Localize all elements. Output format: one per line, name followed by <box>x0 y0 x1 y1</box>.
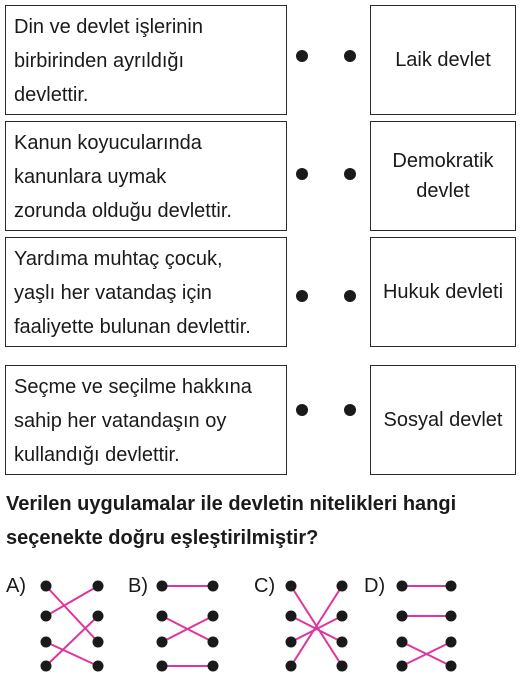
term-text-1: Laik devlet <box>395 49 491 71</box>
option-a-left-dot-3 <box>41 637 52 648</box>
question-text: Verilen uygulamalar ile devletin nitelikleri hangi seçenekte doğru eşleştirilmiştir? <box>6 493 457 549</box>
term-box-2 <box>370 121 516 231</box>
option-c-left-dot-3 <box>286 637 297 648</box>
option-c-left-dot-2 <box>286 611 297 622</box>
left-dot-3[interactable] <box>296 290 308 302</box>
option-c-left-dot-4 <box>286 661 297 672</box>
statement-box-4 <box>5 365 287 475</box>
option-b-left-dot-1 <box>157 581 168 592</box>
option-a-connection-4 <box>46 616 98 666</box>
option-d-left-dot-2 <box>397 611 408 622</box>
option-a-right-dot-3 <box>93 637 104 648</box>
option-a-right-dot-4 <box>93 661 104 672</box>
term-text-4: Sosyal devlet <box>383 409 503 431</box>
term-box-1 <box>370 5 516 115</box>
option-label-b[interactable]: B) <box>128 575 148 597</box>
term-text-2: Demokratik devlet <box>392 150 494 202</box>
option-b-left-dot-4 <box>157 661 168 672</box>
right-dot-1[interactable] <box>344 50 356 62</box>
statement-text-1: Din ve devlet işlerinin birbirinden ayrıldığı devlettir. <box>14 16 203 106</box>
option-d-right-dot-3 <box>446 637 457 648</box>
option-c-right-dot-3 <box>337 637 348 648</box>
option-a-connection-2 <box>46 586 98 616</box>
option-a-connection-1 <box>46 586 98 642</box>
option-d-left-dot-1 <box>397 581 408 592</box>
option-c-right-dot-2 <box>337 611 348 622</box>
option-d-right-dot-4 <box>446 661 457 672</box>
right-dot-2[interactable] <box>344 168 356 180</box>
option-d-right-dot-1 <box>446 581 457 592</box>
option-b-right-dot-3 <box>208 637 219 648</box>
statement-text-4: Seçme ve seçilme hakkına sahip her vatandaşın oy kullandığı devlettir. <box>14 376 252 466</box>
option-label-d[interactable]: D) <box>364 575 386 597</box>
option-label-a[interactable]: A) <box>6 575 26 597</box>
statement-text-3: Yardıma muhtaç çocuk, yaşlı her vatandaş için faaliyette bulunan devlettir. <box>14 248 251 338</box>
statement-text-2: Kanun koyucularında kanunlara uymak zorunda olduğu devlettir. <box>14 132 232 222</box>
term-box-4 <box>370 365 516 475</box>
right-dot-4[interactable] <box>344 404 356 416</box>
option-a-left-dot-2 <box>41 611 52 622</box>
options-diagrams <box>0 568 522 678</box>
statement-box-3 <box>5 237 287 347</box>
option-label-c[interactable]: C) <box>254 575 276 597</box>
option-b-right-dot-4 <box>208 661 219 672</box>
option-a-right-dot-2 <box>93 611 104 622</box>
statement-box-1 <box>5 5 287 115</box>
option-a-left-dot-4 <box>41 661 52 672</box>
left-dot-1[interactable] <box>296 50 308 62</box>
option-c-left-dot-1 <box>286 581 297 592</box>
option-b-right-dot-1 <box>208 581 219 592</box>
option-c-right-dot-4 <box>337 661 348 672</box>
left-dot-4[interactable] <box>296 404 308 416</box>
statement-box-2 <box>5 121 287 231</box>
option-d-left-dot-3 <box>397 637 408 648</box>
option-a-connection-3 <box>46 642 98 666</box>
option-b-left-dot-3 <box>157 637 168 648</box>
option-d-right-dot-2 <box>446 611 457 622</box>
option-d-left-dot-4 <box>397 661 408 672</box>
option-a-left-dot-1 <box>41 581 52 592</box>
option-b-left-dot-2 <box>157 611 168 622</box>
option-b-right-dot-2 <box>208 611 219 622</box>
option-c-right-dot-1 <box>337 581 348 592</box>
right-dot-3[interactable] <box>344 290 356 302</box>
term-box-3 <box>370 237 516 347</box>
term-text-3: Hukuk devleti <box>382 281 504 303</box>
option-a-right-dot-1 <box>93 581 104 592</box>
left-dot-2[interactable] <box>296 168 308 180</box>
